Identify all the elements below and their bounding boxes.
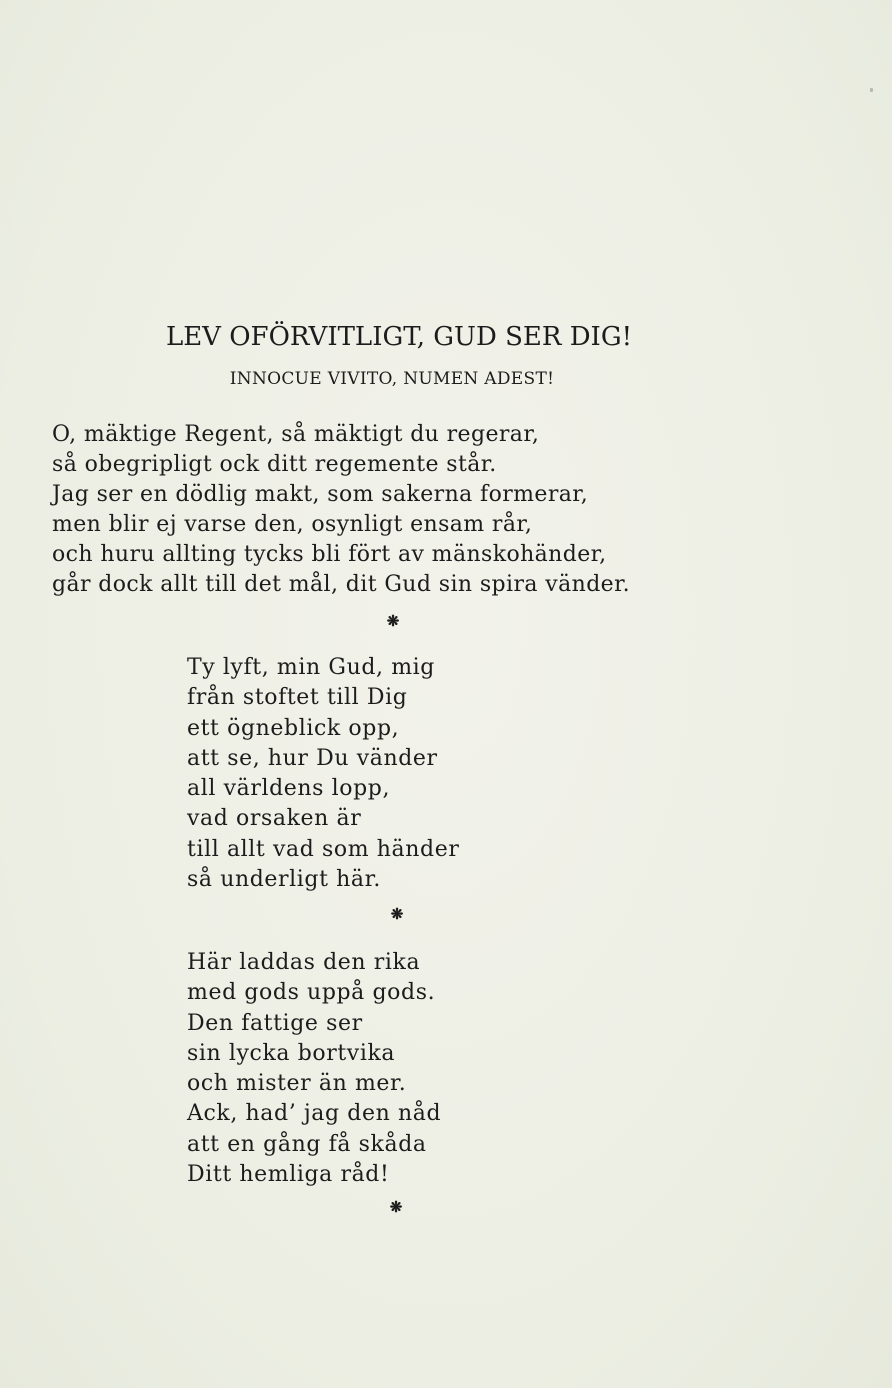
verse-line: vad orsaken är xyxy=(187,806,362,832)
verse-line: till allt vad som händer xyxy=(187,836,460,862)
verse-line: går dock allt till det mål, dit Gud sin spira vänder. xyxy=(52,572,630,597)
stanza-3 xyxy=(187,948,441,1190)
verse-line: Den fattige ser xyxy=(187,1010,363,1036)
verse-line: och mister än mer. xyxy=(187,1071,407,1097)
stanza-1 xyxy=(52,420,630,600)
verse-line: Ack, had’ jag den nåd xyxy=(187,1101,442,1127)
section-divider-ornament: ❋ xyxy=(386,612,400,630)
verse-line: Här laddas den rika xyxy=(187,950,421,975)
verse-line: så obegripligt ock ditt regemente står. xyxy=(52,452,497,477)
verse-line: att en gång få skåda xyxy=(187,1131,427,1157)
verse-line: Ditt hemliga råd! xyxy=(187,1162,390,1188)
poem-subtitle: INNOCUE VIVITO, NUMEN ADEST! xyxy=(229,369,555,389)
verse-line: och huru allting tycks bli fört av mänskohänder, xyxy=(52,542,607,567)
verse-line: sin lycka bortvika xyxy=(187,1040,396,1066)
section-divider-ornament: ❋ xyxy=(390,905,404,923)
verse-line: Ty lyft, min Gud, mig xyxy=(187,655,435,680)
verse-line: att se, hur Du vänder xyxy=(187,745,438,771)
poem-title: LEV OFÖRVITLIGT, GUD SER DIG! xyxy=(165,322,633,352)
verse-line: ett ögneblick opp, xyxy=(187,715,400,741)
verse-line: så underligt här. xyxy=(187,867,381,893)
stanza-2 xyxy=(187,653,459,895)
paper-speck xyxy=(870,88,873,92)
verse-line: med gods uppå gods. xyxy=(187,980,436,1006)
section-divider-ornament: ❋ xyxy=(389,1198,403,1216)
verse-line: från stoftet till Dig xyxy=(187,685,408,711)
verse-line: Jag ser en dödlig makt, som sakerna formerar, xyxy=(52,482,589,507)
verse-line: O, mäktige Regent, så mäktigt du regerar, xyxy=(52,422,540,447)
verse-line: men blir ej varse den, osynligt ensam rår, xyxy=(52,512,533,537)
verse-line: all världens lopp, xyxy=(187,776,391,802)
